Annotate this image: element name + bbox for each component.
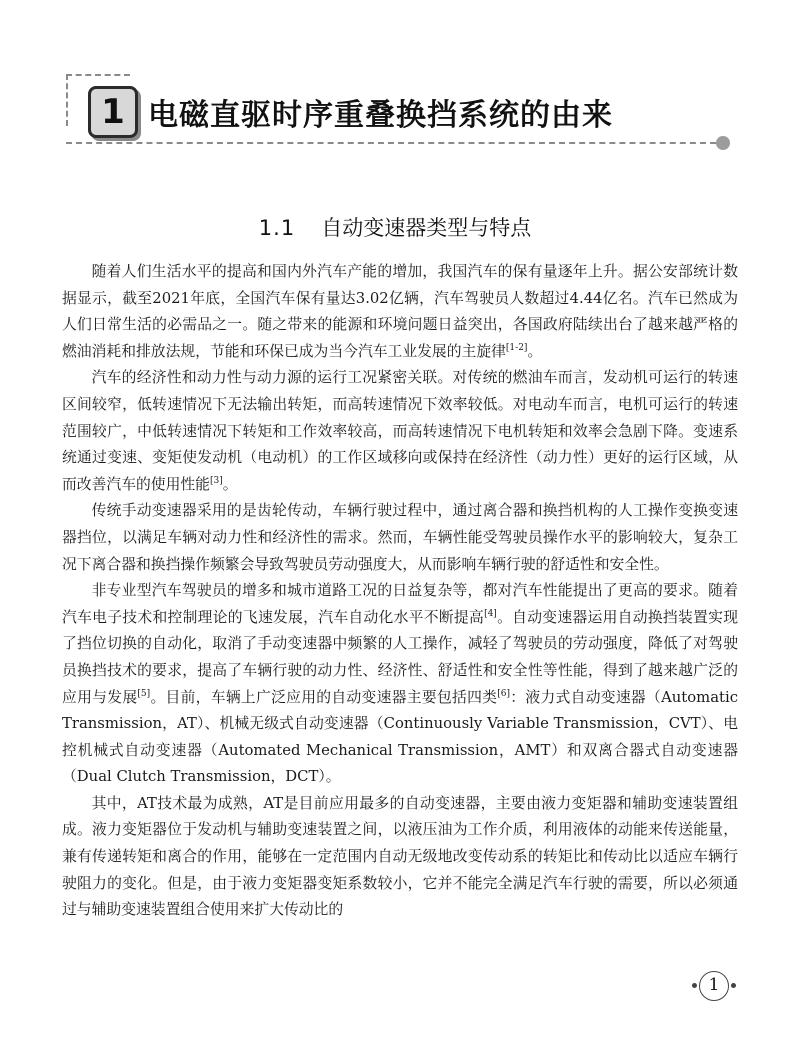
- body-text: [62, 259, 738, 924]
- paragraph-text: 其中，AT技术最为成熟，AT是目前应用最多的自动变速器，主要由液力变矩器和辅助变速装置组成。液力变矩器位于发动机与辅助变速装置之间，以液压油为工作介质，利用液体的动能来传送能量，兼有传递转矩和离合的作用，能够在一定范围内自动无级地改变传动系的转矩比和传动比以适应车辆行驶阻力的变化。但是，由于液力变矩器变矩系数较小，它并不能完全满足汽车行驶的需要，所以必须通过与辅助变速装置组合使用来扩大传动比的: [62, 794, 738, 919]
- citation-ref: [4]: [484, 608, 497, 619]
- chapter-header: [60, 74, 740, 164]
- citation-ref: [5]: [137, 688, 151, 699]
- paragraph-text: ：液力式自动变速器（Automatic Transmission，AT）、机械无级式自动变速器（Continuously Variable Transmission，CVT）、电控机械式自动变速器（Automated Mechanical Transmission，AMT）和双离合器式自动变速器（Dual Clutch Transmission，DCT）。: [62, 688, 738, 786]
- page-number-ornament: [731, 983, 736, 988]
- paragraph: [62, 578, 738, 791]
- decorative-dashed-line: [66, 74, 68, 126]
- decorative-dashed-line: [66, 74, 130, 76]
- paragraph-text: 。: [222, 475, 238, 493]
- page-number-ornament: [692, 983, 697, 988]
- citation-ref: [6]: [497, 688, 511, 699]
- paragraph: [62, 259, 738, 365]
- section-number: 1.1: [258, 216, 296, 240]
- decorative-dashed-line: [66, 142, 716, 144]
- paragraph-text: 非专业型汽车驾驶员的增多和城市道路工况的日益复杂等，都对汽车性能提出了更高的要求。随着汽车电子技术和控制理论的飞速发展，汽车自动化水平不断提高: [62, 582, 738, 626]
- decorative-dot: [716, 136, 730, 150]
- paragraph-text: 。: [527, 342, 543, 360]
- section-title: 自动变速器类型与特点: [321, 216, 532, 240]
- paragraph-text: 。自动变速器运用自动换挡装置实现了挡位切换的自动化，取消了手动变速器中频繁的人工操作，减轻了驾驶员的劳动强度，降低了对驾驶员换挡技术的要求，提高了车辆行驶的动力性、经济性、舒适性和安全性等性能，得到了越来越广泛的应用与发展: [62, 608, 738, 706]
- paragraph-text: 传统手动变速器采用的是齿轮传动，车辆行驶过程中，通过离合器和换挡机构的人工操作变换变速器挡位，以满足车辆对动力性和经济性的需求。然而，车辆性能受驾驶员操作水平的影响较大，复杂工况下离合器和换挡操作频繁会导致驾驶员劳动强度大，从而影响车辆行驶的舒适性和安全性。: [62, 502, 738, 573]
- paragraph-text: 。目前，车辆上广泛应用的自动变速器主要包括四类: [150, 688, 498, 706]
- paragraph-text: 汽车的经济性和动力性与动力源的运行工况紧密关联。对传统的燃油车而言，发动机可运行的转速区间较窄，低转速情况下无法输出转矩，而高转速情况下效率较低。对电动车而言，电机可运行的转速范围较广，中低转速情况下转矩和工作效率较高，而高转速情况下电机转矩和效率会急剧下降。变速系统通过变速、变矩使发动机（电动机）的工作区域移向或保持在经济性（动力性）更好的运行区域，从而改善汽车的使用性能: [62, 369, 738, 493]
- paragraph: [62, 498, 738, 578]
- page-number: [690, 966, 738, 1006]
- citation-ref: [1-2]: [505, 342, 528, 353]
- citation-ref: [3]: [209, 475, 223, 486]
- page-number-value: 1: [708, 975, 720, 995]
- paragraph: [62, 791, 738, 924]
- section-heading: [0, 212, 790, 242]
- paragraph-text: 随着人们生活水平的提高和国内外汽车产能的增加，我国汽车的保有量逐年上升。据公安部统计数据显示，截至2021年底，全国汽车保有量达3.02亿辆，汽车驾驶员人数超过4.44亿名。汽车已然成为人们日常生活的必需品之一。随之带来的能源和环境问题日益突出，各国政府陆续出台了越来越严格的燃油消耗和排放法规，节能和环保已成为当今汽车工业发展的主旋律: [62, 263, 738, 360]
- paragraph: [62, 365, 738, 498]
- chapter-title: 电磁直驱时序重叠换挡系统的由来: [148, 98, 613, 133]
- chapter-number-badge: 1: [88, 86, 138, 138]
